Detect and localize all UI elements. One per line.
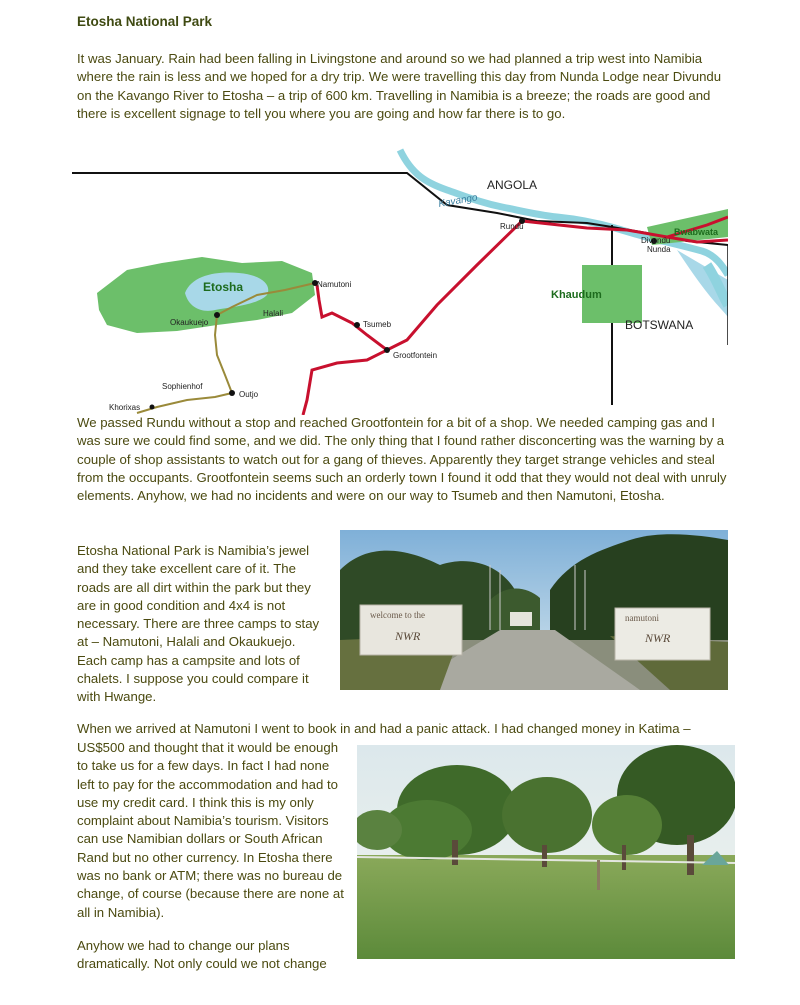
- map-label-sophienhof: Sophienhof: [162, 382, 203, 391]
- town-marker: [229, 390, 235, 396]
- namutoni-gate-photo: [340, 530, 728, 690]
- town-marker: [354, 322, 360, 328]
- town-marker: [214, 312, 220, 318]
- paragraph-grootfontein: We passed Rundu without a stop and reached Grootfontein for a bit of a shop. We needed camping gas and I was sure we could find some, and we did. The only thing that I found rather disconcerting was the warning by a couple of shop assistants to watch out for a gang of thieves. Apparently they target strange vehicles and steal from the occupants. Grootfontein seems such an orderly town I found it odd that they would not deal with unruly elements. Anyhow, we had no incidents and were on our way to Tsumeb and then Namutoni, Etosha.: [77, 415, 727, 504]
- map-label-namutoni: Namutoni: [317, 280, 352, 289]
- page-title: Etosha National Park: [77, 14, 213, 29]
- gate-sign-left-text: welcome to the: [370, 610, 425, 620]
- main-road-south: [303, 350, 387, 415]
- map-label-rundu: Rundu: [500, 222, 524, 231]
- map-label-tsumeb: Tsumeb: [363, 320, 392, 329]
- gate-sign-left-logo: NWR: [395, 629, 421, 643]
- map-label-grootfontein: Grootfontein: [393, 351, 438, 360]
- map-label-halali: Halali: [263, 309, 284, 318]
- paragraph-plans: Anyhow we had to change our plans dramatically. Not only could we not change: [77, 938, 327, 972]
- gate-sign-right-logo: NWR: [645, 631, 671, 645]
- kavango-river: [400, 150, 728, 275]
- town-marker: [384, 347, 390, 353]
- map-label-khaudum: Khaudum: [551, 289, 602, 301]
- campsite-photo: [357, 745, 735, 959]
- map-label-kavango: Kavango: [437, 192, 479, 210]
- map-label-angola: ANGOLA: [487, 178, 538, 192]
- paragraph-namutoni-arrival: When we arrived at Namutoni I went to book in and had a panic attack. I had changed money in Katima –: [77, 721, 691, 736]
- map-label-bwabwata: Bwabwata: [674, 227, 719, 237]
- gate-sign-right-text: namutoni: [625, 613, 659, 623]
- map-label-outjo: Outjo: [239, 390, 259, 399]
- map-label-okaukuejo: Okaukuejo: [170, 318, 209, 327]
- map-label-nunda: Nunda: [647, 245, 671, 254]
- map-label-etosha: Etosha: [203, 280, 244, 294]
- paragraph-intro: It was January. Rain had been falling in Livingstone and around so we had planned a trip west into Namibia where the rain is less and we hoped for a dry trip. We were travelling this day from Nunda Lodge near Divundu on the Kavango River to Etosha – a trip of 600 km. Travelling in Namibia is a breeze; the roads are good and there is excellent signage to tell you where you are going and how far there is to go.: [77, 51, 722, 121]
- map-label-botswana: BOTSWANA: [625, 318, 694, 332]
- paragraph-currency: US$500 and thought that it would be enough to take us for a few days. In fact I had none left to pay for the accommodation and had to use my credit card. I think this is my only complaint about Namibia’s tourism. Visitors can use Namibian dollars or South African Rand but no other currency. In Etosha there was no bank or ATM; there was no bureau de change, of course (because there are none at all in Namibia).: [77, 740, 344, 920]
- route-map: [67, 145, 728, 415]
- town-marker: [150, 405, 155, 410]
- map-label-khorixas: Khorixas: [109, 403, 141, 412]
- paragraph-etosha-park: Etosha National Park is Namibia’s jewel and they take excellent care of it. The roads are all dirt within the park but they are in good condition and 4x4 is not necessary. There are three camps to stay at – Namutoni, Halali and Okaukuejo. Each camp has a campsite and lots of chalets. I suppose you could compare it with Hwange.: [77, 543, 320, 705]
- map-label-divundu: Divundu: [641, 236, 671, 245]
